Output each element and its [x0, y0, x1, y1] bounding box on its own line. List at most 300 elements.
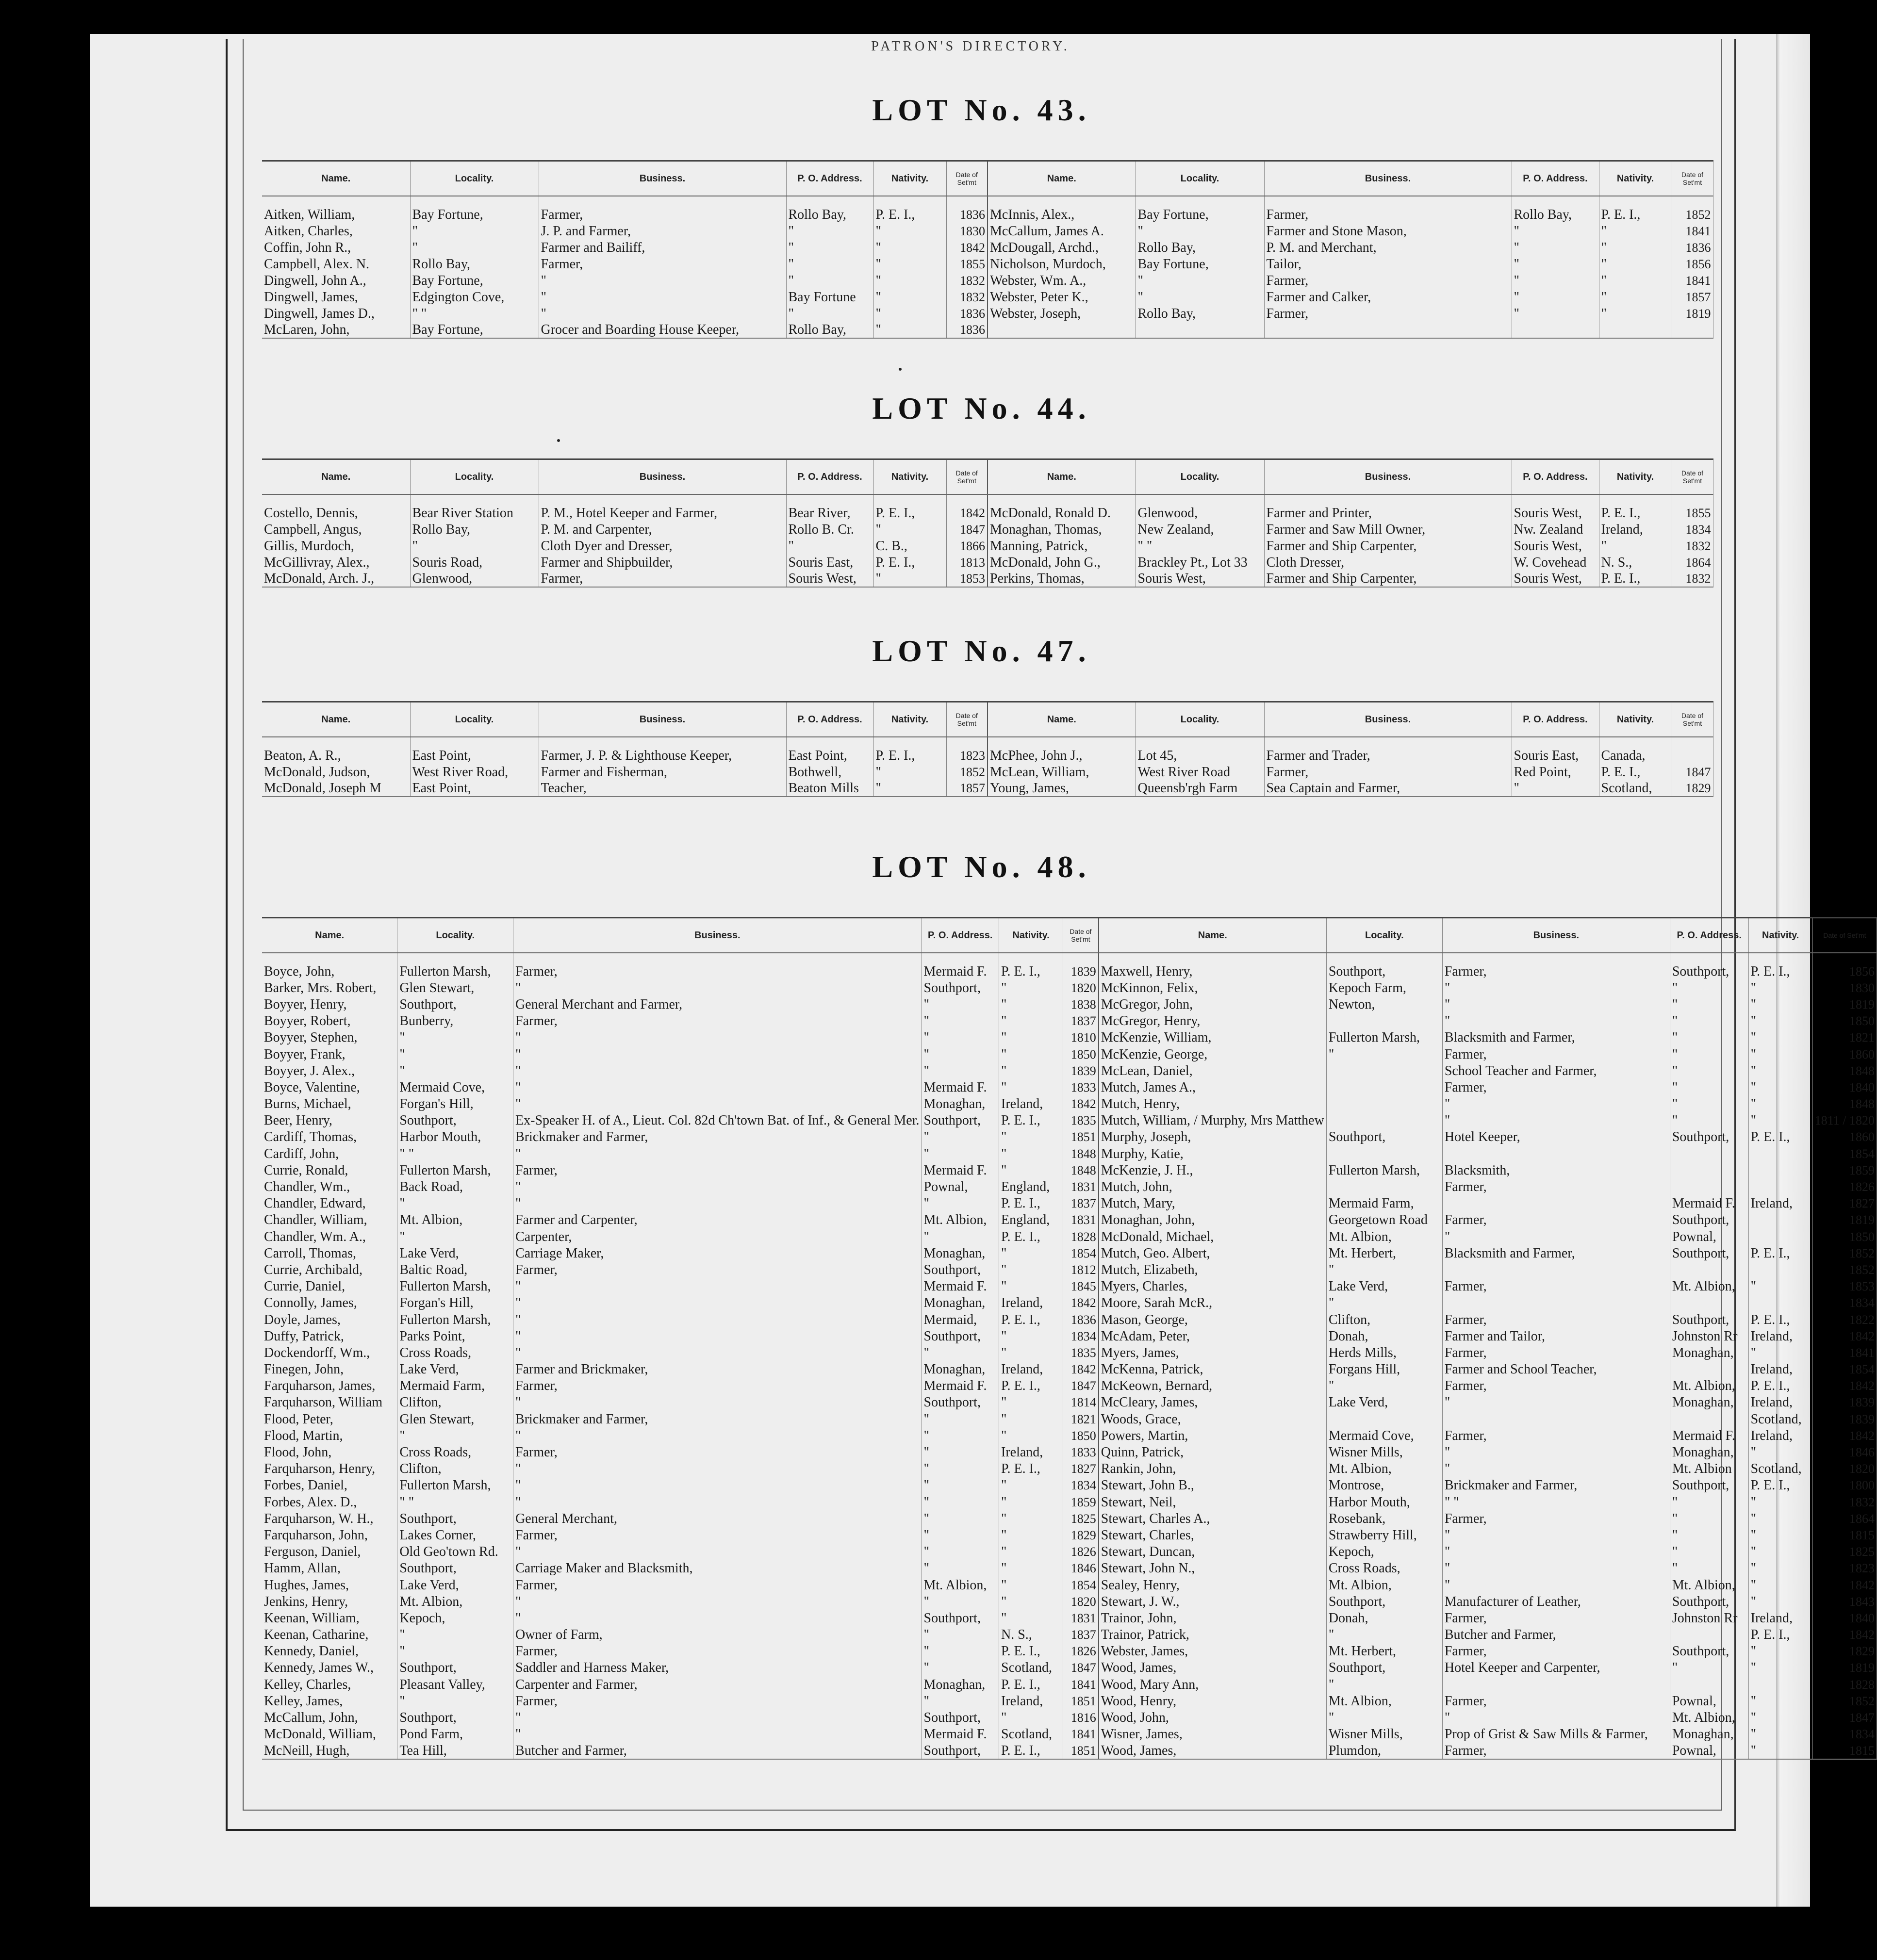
nativity-cell: P. E. I., — [1748, 963, 1812, 980]
business-cell: Farmer, — [1442, 1643, 1670, 1660]
date-cell: 1826 — [1063, 1643, 1099, 1660]
business-cell: Farmer and Shipbuilder, — [539, 554, 786, 571]
date-cell: 1832 — [946, 272, 988, 289]
nativity-cell: " — [1599, 256, 1672, 272]
locality-cell: Fullerton Marsh, — [397, 1311, 513, 1328]
date-cell: 1860 — [1812, 1129, 1877, 1145]
lot-directory-table — [262, 160, 1713, 339]
locality-cell: Glenwood, — [1136, 505, 1264, 521]
name-cell: Beaton, A. R., — [262, 747, 410, 764]
name-cell: Flood, Martin, — [262, 1427, 397, 1444]
business-cell: Blacksmith and Farmer, — [1442, 1029, 1670, 1046]
date-cell: 1816 — [1063, 1709, 1099, 1726]
date-cell: 1847 — [946, 521, 988, 538]
business-cell: " — [1442, 1461, 1670, 1477]
locality-cell: Glen Stewart, — [397, 980, 513, 996]
date-cell: 1846 — [1063, 1560, 1099, 1577]
name-cell: Cardiff, John, — [262, 1145, 397, 1162]
po-address-cell: Mermaid F. — [922, 963, 999, 980]
locality-cell — [1326, 1178, 1442, 1195]
date-cell: 1856 — [1672, 256, 1713, 272]
po-address-cell: Souris West, — [1512, 571, 1599, 587]
po-address-cell: " — [1512, 272, 1599, 289]
table-row — [262, 1245, 1877, 1261]
date-cell: 1819 — [1812, 996, 1877, 1013]
date-cell: 1852 — [946, 764, 988, 780]
locality-cell: Glenwood, — [410, 571, 539, 587]
name-cell: McDougall, Archd., — [988, 239, 1136, 256]
po-address-cell: Mermaid, — [922, 1311, 999, 1328]
locality-cell: " — [410, 223, 539, 239]
po-address-cell: " — [1512, 305, 1599, 322]
table-row — [262, 1544, 1877, 1560]
locality-cell: Lake Verd, — [397, 1245, 513, 1261]
name-cell: McInnis, Alex., — [988, 206, 1136, 223]
nativity-cell: " — [999, 1527, 1063, 1543]
name-cell: McCallum, John, — [262, 1709, 397, 1726]
po-address-cell — [1670, 1295, 1748, 1311]
name-cell: Manning, Patrick, — [988, 538, 1136, 554]
po-address-cell: " — [786, 256, 873, 272]
table-row — [262, 1079, 1877, 1095]
column-header: Locality. — [397, 918, 513, 953]
table-row — [262, 505, 1713, 521]
business-cell: " — [1442, 1527, 1670, 1543]
business-cell: " — [513, 1427, 922, 1444]
nativity-cell: " — [1748, 1577, 1812, 1593]
po-address-cell: " — [1670, 1029, 1748, 1046]
table-row — [262, 1461, 1877, 1477]
table-row — [262, 1494, 1877, 1510]
locality-cell: " " — [410, 305, 539, 322]
po-address-cell: " — [922, 1013, 999, 1029]
locality-cell: Fullerton Marsh, — [397, 963, 513, 980]
nativity-cell: " — [1748, 980, 1812, 996]
po-address-cell: " — [922, 1046, 999, 1062]
business-cell: Farmer, — [513, 1577, 922, 1593]
nativity-cell: Scotland, — [1748, 1411, 1812, 1427]
nativity-cell — [1748, 1162, 1812, 1178]
po-address-cell: " — [1670, 1046, 1748, 1062]
name-cell: Chandler, William, — [262, 1212, 397, 1228]
name-cell — [988, 322, 1136, 338]
table-row — [262, 1477, 1877, 1494]
column-header: Nativity. — [1599, 161, 1672, 196]
po-address-cell: Rollo Bay, — [786, 322, 873, 338]
po-address-cell: Bear River, — [786, 505, 873, 521]
locality-cell: Newton, — [1326, 996, 1442, 1013]
locality-cell: Pond Farm, — [397, 1726, 513, 1743]
table-row — [262, 1278, 1877, 1295]
table-row — [262, 1693, 1877, 1709]
po-address-cell: Southport, — [922, 980, 999, 996]
business-cell: Farmer, — [1264, 305, 1512, 322]
business-cell: Farmer and Stone Mason, — [1264, 223, 1512, 239]
name-cell: Farquharson, W. H., — [262, 1510, 397, 1527]
business-cell: " — [513, 1029, 922, 1046]
po-address-cell: " — [922, 1129, 999, 1145]
locality-cell: Donah, — [1326, 1328, 1442, 1344]
business-cell: " — [513, 1494, 922, 1510]
nativity-cell: " — [873, 764, 946, 780]
locality-cell: Souris West, — [1136, 571, 1264, 587]
column-header: P. O. Address. — [1670, 918, 1748, 953]
business-cell: " — [513, 1079, 922, 1095]
nativity-cell: " — [1748, 1062, 1812, 1079]
locality-cell: " — [1326, 1709, 1442, 1726]
locality-cell: Bay Fortune, — [410, 272, 539, 289]
nativity-cell: " — [1748, 1278, 1812, 1295]
locality-cell: Strawberry Hill, — [1326, 1527, 1442, 1543]
nativity-cell: " — [1748, 1544, 1812, 1560]
date-cell: 1800 — [1812, 1477, 1877, 1494]
po-address-cell: Mermaid F. — [1670, 1427, 1748, 1444]
nativity-cell: " — [999, 1079, 1063, 1095]
nativity-cell — [1748, 1228, 1812, 1245]
locality-cell: " — [1136, 272, 1264, 289]
business-cell: Cloth Dyer and Dresser, — [539, 538, 786, 554]
name-cell: Finegen, John, — [262, 1361, 397, 1378]
nativity-cell: " — [1599, 305, 1672, 322]
name-cell: McKeown, Bernard, — [1099, 1378, 1327, 1394]
business-cell: Hotel Keeper and Carpenter, — [1442, 1660, 1670, 1676]
nativity-cell: P. E. I., — [1748, 1245, 1812, 1261]
date-cell: 1851 — [1063, 1129, 1099, 1145]
po-address-cell: " — [1670, 1527, 1748, 1543]
nativity-cell — [1748, 1261, 1812, 1278]
date-cell: 1819 — [1672, 305, 1713, 322]
name-cell: Woods, Grace, — [1099, 1411, 1327, 1427]
nativity-cell: " — [1748, 1660, 1812, 1676]
name-cell: Currie, Ronald, — [262, 1162, 397, 1178]
name-cell: Farquharson, Henry, — [262, 1461, 397, 1477]
business-cell — [1442, 1145, 1670, 1162]
column-header: Nativity. — [1748, 918, 1812, 953]
po-address-cell: " — [922, 1660, 999, 1676]
nativity-cell: " — [999, 1245, 1063, 1261]
column-header: Locality. — [410, 459, 539, 495]
business-cell: " — [513, 1195, 922, 1212]
name-cell: Dingwell, John A., — [262, 272, 410, 289]
name-cell: Stewart, Charles A., — [1099, 1510, 1327, 1527]
nativity-cell: P. E. I., — [1748, 1627, 1812, 1643]
column-header: Name. — [262, 918, 397, 953]
business-cell: Carriage Maker, — [513, 1245, 922, 1261]
po-address-cell: " — [1512, 780, 1599, 797]
business-cell: Farmer and Tailor, — [1442, 1328, 1670, 1344]
name-cell: Keenan, Catharine, — [262, 1627, 397, 1643]
name-cell: Monaghan, John, — [1099, 1212, 1327, 1228]
business-cell: Farmer, — [513, 963, 922, 980]
po-address-cell: " — [922, 1029, 999, 1046]
nativity-cell: " — [1748, 1444, 1812, 1460]
nativity-cell: " — [1599, 538, 1672, 554]
po-address-cell: " — [1670, 1660, 1748, 1676]
po-address-cell: " — [1670, 980, 1748, 996]
nativity-cell: " — [999, 1261, 1063, 1278]
locality-cell: Southport, — [397, 1510, 513, 1527]
column-header: Date of Set'mt — [946, 459, 988, 495]
date-cell: 1837 — [1063, 1013, 1099, 1029]
name-cell: Myers, James, — [1099, 1344, 1327, 1361]
locality-cell: Fullerton Marsh, — [1326, 1029, 1442, 1046]
po-address-cell: Southport, — [1670, 1311, 1748, 1328]
nativity-cell — [1748, 1212, 1812, 1228]
po-address-cell: Mermaid F. — [922, 1162, 999, 1178]
business-cell: " — [513, 1461, 922, 1477]
date-cell: 1834 — [1063, 1477, 1099, 1494]
nativity-cell: " — [999, 1394, 1063, 1411]
locality-cell — [1326, 1062, 1442, 1079]
name-cell: Cardiff, Thomas, — [262, 1129, 397, 1145]
locality-cell: Mt. Albion, — [1326, 1577, 1442, 1593]
po-address-cell: " — [1670, 1062, 1748, 1079]
business-cell: " — [513, 1295, 922, 1311]
po-address-cell — [1512, 322, 1599, 338]
date-cell: 1832 — [1672, 538, 1713, 554]
nativity-cell: Scotland, — [1748, 1461, 1812, 1477]
date-cell: 1829 — [1672, 780, 1713, 797]
business-cell: " — [513, 1145, 922, 1162]
po-address-cell: " — [1670, 1494, 1748, 1510]
table-row — [262, 1195, 1877, 1212]
business-cell: " — [1442, 1394, 1670, 1411]
table-row — [262, 239, 1713, 256]
locality-cell: " — [410, 239, 539, 256]
nativity-cell: Scotland, — [1599, 780, 1672, 797]
locality-cell: Montrose, — [1326, 1477, 1442, 1494]
nativity-cell: P. E. I., — [1748, 1378, 1812, 1394]
nativity-cell: " — [1748, 1112, 1812, 1129]
name-cell: Farquharson, James, — [262, 1378, 397, 1394]
locality-cell: " — [1326, 1261, 1442, 1278]
date-cell: 1841 — [1812, 1344, 1877, 1361]
locality-cell: Lake Verd, — [397, 1577, 513, 1593]
business-cell: School Teacher and Farmer, — [1442, 1062, 1670, 1079]
po-address-cell: " — [1670, 1112, 1748, 1129]
table-row — [262, 223, 1713, 239]
name-cell: McGregor, Henry, — [1099, 1013, 1327, 1029]
po-address-cell: Southport, — [1670, 963, 1748, 980]
date-cell: 1825 — [1063, 1510, 1099, 1527]
name-cell: McGregor, John, — [1099, 996, 1327, 1013]
business-cell: " — [1442, 996, 1670, 1013]
locality-cell: Forgans Hill, — [1326, 1361, 1442, 1378]
nativity-cell: " — [1748, 1344, 1812, 1361]
ink-speck — [899, 368, 902, 371]
date-cell: 1822 — [1812, 1311, 1877, 1328]
nativity-cell: P. E. I., — [873, 505, 946, 521]
nativity-cell: Ireland, — [1748, 1394, 1812, 1411]
locality-cell: East Point, — [410, 747, 539, 764]
business-cell: Farmer, — [513, 1693, 922, 1709]
nativity-cell: " — [1748, 1029, 1812, 1046]
po-address-cell: Southport, — [922, 1112, 999, 1129]
po-address-cell: " — [922, 1228, 999, 1245]
nativity-cell: " — [999, 1013, 1063, 1029]
po-address-cell: Bothwell, — [786, 764, 873, 780]
name-cell: Forbes, Daniel, — [262, 1477, 397, 1494]
locality-cell: Southport, — [397, 996, 513, 1013]
business-cell: Farmer, — [1442, 1278, 1670, 1295]
po-address-cell: Southport, — [922, 1394, 999, 1411]
nativity-cell: P. E. I., — [1599, 505, 1672, 521]
po-address-cell: " — [1670, 1560, 1748, 1577]
table-row — [262, 747, 1713, 764]
locality-cell: Edgington Cove, — [410, 289, 539, 305]
table-row — [262, 1411, 1877, 1427]
business-cell: Farmer and Ship Carpenter, — [1264, 538, 1512, 554]
nativity-cell: " — [1748, 1560, 1812, 1577]
table-row — [262, 521, 1713, 538]
table-row — [262, 289, 1713, 305]
column-header: Locality. — [410, 702, 539, 737]
name-cell: Jenkins, Henry, — [262, 1593, 397, 1610]
date-cell: 1836 — [946, 322, 988, 338]
name-cell: Costello, Dennis, — [262, 505, 410, 521]
name-cell: Hughes, James, — [262, 1577, 397, 1593]
lot-title: LOT No. 48. — [872, 849, 1091, 884]
name-cell: Stewart, John N., — [1099, 1560, 1327, 1577]
date-cell: 1815 — [1812, 1743, 1877, 1759]
po-address-cell: " — [1670, 996, 1748, 1013]
nativity-cell: " — [999, 1593, 1063, 1610]
date-cell: 1820 — [1812, 1461, 1877, 1477]
date-cell: 1853 — [946, 571, 988, 587]
nativity-cell: " — [999, 1610, 1063, 1626]
locality-cell: Mermaid Cove, — [1326, 1427, 1442, 1444]
po-address-cell: Bay Fortune — [786, 289, 873, 305]
date-cell: 1839 — [1812, 1394, 1877, 1411]
nativity-cell: P. E. I., — [1599, 206, 1672, 223]
po-address-cell: " — [922, 1593, 999, 1610]
table-row — [262, 1228, 1877, 1245]
name-cell: Dingwell, James, — [262, 289, 410, 305]
lot-directory-table — [262, 458, 1713, 588]
business-cell: Manufacturer of Leather, — [1442, 1593, 1670, 1610]
column-header: P. O. Address. — [1512, 702, 1599, 737]
locality-cell: Wisner Mills, — [1326, 1444, 1442, 1460]
date-cell: 1847 — [1063, 1378, 1099, 1394]
name-cell: Currie, Archibald, — [262, 1261, 397, 1278]
table-row — [262, 1427, 1877, 1444]
column-header: Name. — [262, 161, 410, 196]
date-cell: 1856 — [1812, 963, 1877, 980]
column-header: Date of Set'mt — [1672, 459, 1713, 495]
locality-cell — [1326, 1079, 1442, 1095]
table-row — [262, 996, 1877, 1013]
nativity-cell: P. E. I., — [999, 1195, 1063, 1212]
locality-cell: Fullerton Marsh, — [397, 1278, 513, 1295]
locality-cell: Rollo Bay, — [410, 256, 539, 272]
business-cell: Farmer and Ship Carpenter, — [1264, 571, 1512, 587]
locality-cell: Cross Roads, — [397, 1344, 513, 1361]
date-cell: 1838 — [1063, 996, 1099, 1013]
column-header: Date of Set'mt — [946, 702, 988, 737]
business-cell — [1442, 1295, 1670, 1311]
table-row — [262, 1046, 1877, 1062]
date-cell: 1843 — [1812, 1593, 1877, 1610]
name-cell: McDonald, Joseph M — [262, 780, 410, 797]
po-address-cell — [1670, 1178, 1748, 1195]
nativity-cell: " — [1748, 1096, 1812, 1112]
nativity-cell: " — [873, 322, 946, 338]
name-cell: McDonald, Michael, — [1099, 1228, 1327, 1245]
nativity-cell: England, — [999, 1178, 1063, 1195]
business-cell: P. M., Hotel Keeper and Farmer, — [539, 505, 786, 521]
business-cell: " — [1442, 1544, 1670, 1560]
name-cell: Wood, James, — [1099, 1743, 1327, 1759]
locality-cell: Rosebank, — [1326, 1510, 1442, 1527]
table-row — [262, 571, 1713, 587]
table-row — [262, 206, 1713, 223]
name-cell: Powers, Martin, — [1099, 1427, 1327, 1444]
po-address-cell: Pownal, — [1670, 1228, 1748, 1245]
locality-cell: Forgan's Hill, — [397, 1295, 513, 1311]
table-row — [262, 1527, 1877, 1543]
business-cell: J. P. and Farmer, — [539, 223, 786, 239]
nativity-cell: " — [999, 1145, 1063, 1162]
name-cell: Mason, George, — [1099, 1311, 1327, 1328]
business-cell: " — [1442, 1228, 1670, 1245]
business-cell: Farmer, — [1442, 1610, 1670, 1626]
po-address-cell: Southport, — [922, 1261, 999, 1278]
locality-cell: Parks Point, — [397, 1328, 513, 1344]
column-header: P. O. Address. — [786, 161, 873, 196]
table-row — [262, 1560, 1877, 1577]
po-address-cell: Souris East, — [786, 554, 873, 571]
locality-cell: Fullerton Marsh, — [1326, 1162, 1442, 1178]
nativity-cell: Scotland, — [999, 1726, 1063, 1743]
po-address-cell: Mt. Albion, — [1670, 1577, 1748, 1593]
date-cell: 1851 — [1063, 1743, 1099, 1759]
nativity-cell: " — [999, 1477, 1063, 1494]
name-cell: Boyce, Valentine, — [262, 1079, 397, 1095]
nativity-cell: " — [873, 239, 946, 256]
name-cell: Perkins, Thomas, — [988, 571, 1136, 587]
po-address-cell: Monaghan, — [1670, 1394, 1748, 1411]
locality-cell: " — [397, 1029, 513, 1046]
column-header: Locality. — [1136, 459, 1264, 495]
name-cell: McPhee, John J., — [988, 747, 1136, 764]
business-cell: Farmer, — [513, 1444, 922, 1460]
locality-cell — [1326, 1096, 1442, 1112]
name-cell: Nicholson, Murdoch, — [988, 256, 1136, 272]
column-header: Business. — [1264, 459, 1512, 495]
date-cell: 1852 — [1812, 1261, 1877, 1278]
locality-cell: Mt. Herbert, — [1326, 1245, 1442, 1261]
nativity-cell: " — [999, 980, 1063, 996]
locality-cell: " " — [1136, 538, 1264, 554]
table-row — [262, 1311, 1877, 1328]
date-cell: 1854 — [1063, 1577, 1099, 1593]
column-header: Locality. — [1326, 918, 1442, 953]
nativity-cell: N. S., — [999, 1627, 1063, 1643]
lot-title: LOT No. 47. — [872, 634, 1091, 668]
name-cell: Mutch, Henry, — [1099, 1096, 1327, 1112]
column-header: Name. — [262, 459, 410, 495]
name-cell: Mutch, William, / Murphy, Mrs Matthew — [1099, 1112, 1327, 1129]
name-cell: Kennedy, James W., — [262, 1660, 397, 1676]
nativity-cell: " — [999, 1129, 1063, 1145]
business-cell: Teacher, — [539, 780, 786, 797]
name-cell: Chandler, Wm. A., — [262, 1228, 397, 1245]
po-address-cell: " — [922, 1510, 999, 1527]
date-cell: 1850 — [1812, 1228, 1877, 1245]
table-row — [262, 1344, 1877, 1361]
date-cell: 1828 — [1063, 1228, 1099, 1245]
locality-cell: Bay Fortune, — [1136, 256, 1264, 272]
